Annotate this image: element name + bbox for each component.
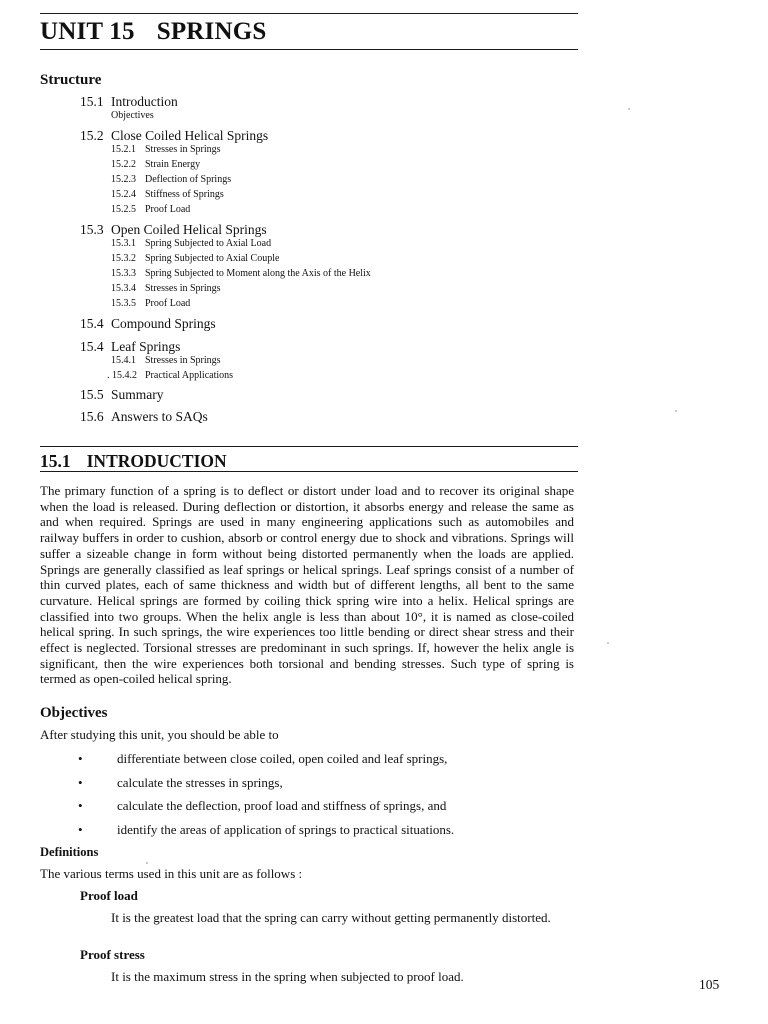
section-heading xyxy=(40,451,227,472)
toc-subsection xyxy=(111,110,154,121)
toc-subsection-number: 15.4.1 xyxy=(111,355,136,366)
scan-speck xyxy=(628,108,630,110)
definitions-intro: The various terms used in this unit are as follows : xyxy=(40,866,303,881)
objective-item xyxy=(78,775,283,791)
toc-subsection-title: Stresses in Springs xyxy=(145,144,221,155)
toc-section-number: 15.1 xyxy=(80,94,104,109)
toc-subsection xyxy=(111,298,190,309)
toc-section xyxy=(80,316,216,332)
objective-text: differentiate between close coiled, open coiled and leaf springs, xyxy=(117,751,448,766)
header-bottom-rule xyxy=(40,49,578,50)
toc-subsection-number: 15.2.5 xyxy=(111,204,136,215)
toc-subsection xyxy=(111,268,371,279)
toc-section-title: Answers to SAQs xyxy=(111,409,208,424)
toc-subsection xyxy=(107,370,233,381)
toc-section-title: Compound Springs xyxy=(111,316,216,331)
objective-text: calculate the deflection, proof load and stiffness of springs, and xyxy=(117,798,447,813)
toc-section-number: 15.3 xyxy=(80,222,104,237)
toc-section xyxy=(80,94,178,110)
toc-section-number: 15.4 xyxy=(80,339,104,354)
toc-subsection xyxy=(111,189,224,200)
objectives-heading: Objectives xyxy=(40,705,108,721)
toc-section-number: 15.2 xyxy=(80,128,104,143)
toc-section xyxy=(80,409,208,425)
toc-subsection xyxy=(111,144,221,155)
toc-subsection-title: Objectives xyxy=(111,110,154,121)
toc-subsection xyxy=(111,174,231,185)
scan-speck xyxy=(607,642,609,644)
definitions-heading: Definitions xyxy=(40,845,99,859)
unit-label: UNIT 15 xyxy=(40,18,135,45)
toc-subsection-title: Stresses in Springs xyxy=(145,283,221,294)
bullet-icon: • xyxy=(78,798,83,813)
toc-subsection-number: 15.2.3 xyxy=(111,174,136,185)
toc-subsection xyxy=(111,253,279,264)
toc-section-number: 15.6 xyxy=(80,409,104,424)
introduction-paragraph: The primary function of a spring is to deflect or distort under load and to recover its original shape when the load is released. During deflection or distortion, it absorbs energy and release the same as and when required. Springs are used in many engineering applications such as automobiles and railway buffers in order to cushion, absorb or control energy due to shock and vibrations. Springs will suffer a sizeable change in form without being distorted permanently when the loads are applied. Springs are generally classified as leaf springs or helical springs. Leaf springs consist of a number of thin curved plates, each of same thickness and width but of different lengths, all bent to the same curvature. Helical springs are formed by coiling thick spring wire into a helix. Helical springs are classified into two groups. When the helix angle is less than about 10°, it is named as close-coiled helical spring. In such springs, the wire experiences too little bending or direct shear stress and their effect is neglected. Torsional stresses are predominant in such springs. If, however the helix angle is significant, then the wire experiences both torsional and bending stresses. Such type of spring is termed as open-coiled helical spring. xyxy=(40,483,574,687)
toc-subsection-number: 15.2.2 xyxy=(111,159,136,170)
toc-section-title: Close Coiled Helical Springs xyxy=(111,128,269,143)
toc-section-number: 15.4 xyxy=(80,316,104,331)
objective-item xyxy=(78,751,447,767)
toc-subsection-number: 15.3.2 xyxy=(111,253,136,264)
toc-section xyxy=(80,387,164,403)
toc-subsection-number: . 15.4.2 xyxy=(107,370,137,381)
toc-section xyxy=(80,222,267,238)
toc-subsection xyxy=(111,283,221,294)
toc-subsection-number: 15.3.4 xyxy=(111,283,136,294)
toc-subsection xyxy=(111,238,271,249)
toc-section-title: Introduction xyxy=(111,94,178,109)
definition-text: It is the greatest load that the spring can carry without getting permanently distorted. xyxy=(111,910,551,925)
toc-subsection-title: Stresses in Springs xyxy=(145,355,221,366)
objective-text: identify the areas of application of springs to practical situations. xyxy=(117,822,455,837)
objective-item xyxy=(78,822,454,838)
toc-section-title: Open Coiled Helical Springs xyxy=(111,222,267,237)
objective-text: calculate the stresses in springs, xyxy=(117,775,283,790)
unit-name: SPRINGS xyxy=(156,18,267,45)
toc-section-title: Summary xyxy=(111,387,164,402)
objectives-intro: After studying this unit, you should be able to xyxy=(40,727,279,742)
header-top-rule xyxy=(40,13,578,14)
page-number: 105 xyxy=(699,977,720,992)
scan-speck xyxy=(146,862,148,864)
toc-subsection-title: Strain Energy xyxy=(145,159,201,170)
toc-subsection xyxy=(111,355,221,366)
toc-section xyxy=(80,339,180,355)
toc-subsection-number: 15.3.1 xyxy=(111,238,136,249)
toc-subsection-number: 15.2.4 xyxy=(111,189,136,200)
definition-term: Proof load xyxy=(80,888,138,903)
toc-subsection xyxy=(111,204,190,215)
toc-subsection-title: Spring Subjected to Axial Couple xyxy=(145,253,280,264)
toc-subsection-title: Proof Load xyxy=(145,298,191,309)
section-title: INTRODUCTION xyxy=(86,451,227,471)
definition-term: Proof stress xyxy=(80,947,145,962)
bullet-icon: • xyxy=(78,751,83,766)
toc-subsection-title: Proof Load xyxy=(145,204,191,215)
unit-title xyxy=(40,18,266,46)
toc-section-title: Leaf Springs xyxy=(111,339,181,354)
toc-subsection-title: Stiffness of Springs xyxy=(145,189,224,200)
toc-subsection-number: 15.3.3 xyxy=(111,268,136,279)
toc-subsection-title: Spring Subjected to Moment along the Axis of the Helix xyxy=(145,268,371,279)
section-top-rule xyxy=(40,446,578,447)
scan-speck xyxy=(675,410,677,412)
toc-subsection-title: Practical Applications xyxy=(145,370,234,381)
toc-subsection xyxy=(111,159,200,170)
toc-section-number: 15.5 xyxy=(80,387,104,402)
bullet-icon: • xyxy=(78,775,83,790)
objective-item xyxy=(78,798,446,814)
toc-subsection-number: 15.2.1 xyxy=(111,144,136,155)
definition-text: It is the maximum stress in the spring when subjected to proof load. xyxy=(111,969,464,984)
section-number: 15.1 xyxy=(40,451,71,471)
section-bottom-rule xyxy=(40,471,578,472)
bullet-icon: • xyxy=(78,822,83,837)
toc-subsection-number: 15.3.5 xyxy=(111,298,136,309)
toc-section xyxy=(80,128,268,144)
toc-subsection-title: Spring Subjected to Axial Load xyxy=(145,238,272,249)
toc-subsection-title: Deflection of Springs xyxy=(145,174,232,185)
structure-heading: Structure xyxy=(40,72,102,88)
